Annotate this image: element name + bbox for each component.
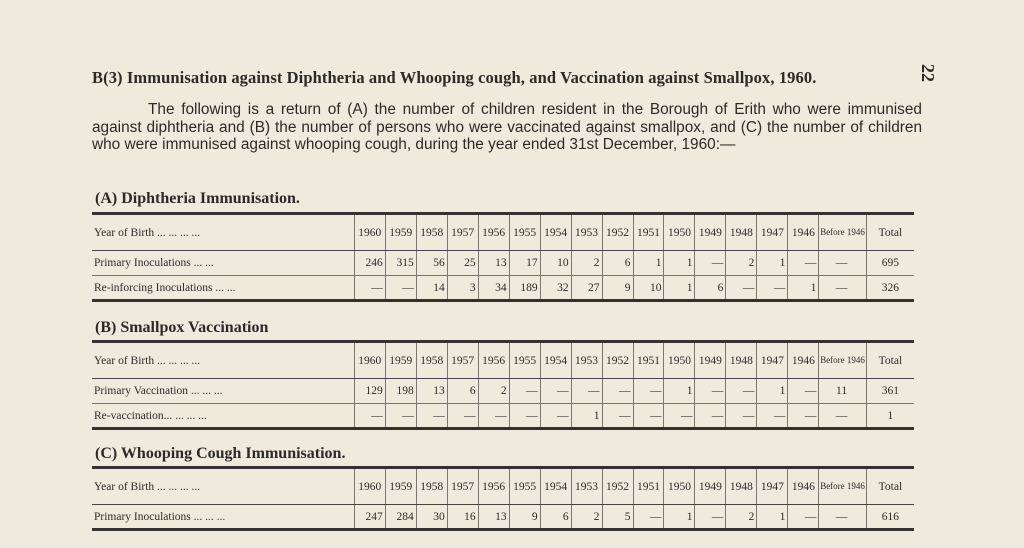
year-header: 1958 bbox=[416, 342, 447, 379]
table-cell: 17 bbox=[509, 251, 540, 276]
table-cell: 56 bbox=[416, 251, 447, 276]
before-1946-header: Before 1946 bbox=[819, 214, 867, 251]
row-label: Re-inforcing Inoculations ... ... bbox=[94, 281, 236, 294]
table-row bbox=[92, 379, 914, 404]
year-header: 1946 bbox=[788, 342, 819, 379]
year-header: 1957 bbox=[447, 342, 478, 379]
table-cell: 1 bbox=[757, 505, 788, 530]
table-cell: 189 bbox=[509, 276, 540, 301]
year-header: 1958 bbox=[416, 468, 447, 505]
table-cell: 1 bbox=[571, 404, 602, 429]
total-header: Total bbox=[866, 214, 914, 251]
year-header: 1948 bbox=[726, 214, 757, 251]
table-cell: — bbox=[819, 251, 867, 276]
year-header: 1953 bbox=[571, 468, 602, 505]
table-cell: — bbox=[819, 404, 867, 429]
table-cell: — bbox=[633, 505, 664, 530]
table-cell: — bbox=[602, 404, 633, 429]
table-cell: 16 bbox=[447, 505, 478, 530]
year-header: 1957 bbox=[447, 468, 478, 505]
section-a-title: (A) Diphtheria Immunisation. bbox=[95, 190, 300, 207]
section-c-title: (C) Whooping Cough Immunisation. bbox=[95, 445, 346, 462]
year-header: 1949 bbox=[695, 468, 726, 505]
year-header: 1955 bbox=[509, 214, 540, 251]
table-cell: — bbox=[726, 379, 757, 404]
table-cell: 9 bbox=[509, 505, 540, 530]
year-header: 1952 bbox=[602, 214, 633, 251]
table-cell: — bbox=[695, 505, 726, 530]
table-row bbox=[92, 404, 914, 429]
table-cell: — bbox=[819, 276, 867, 301]
table-cell: — bbox=[695, 251, 726, 276]
table-cell: — bbox=[447, 404, 478, 429]
year-header: 1954 bbox=[540, 468, 571, 505]
row-label: Re-vaccination... ... ... ... bbox=[94, 409, 207, 422]
header-row bbox=[92, 468, 914, 505]
row-total: 361 bbox=[866, 379, 914, 404]
table-cell: 13 bbox=[478, 251, 509, 276]
year-header: 1960 bbox=[354, 342, 385, 379]
year-header: 1950 bbox=[664, 214, 695, 251]
year-header: 1959 bbox=[385, 342, 416, 379]
year-header: 1958 bbox=[416, 214, 447, 251]
table-cell: — bbox=[633, 404, 664, 429]
table-cell: 246 bbox=[354, 251, 385, 276]
header-row bbox=[92, 214, 914, 251]
page-number: 22 bbox=[918, 64, 938, 82]
year-header: 1955 bbox=[509, 468, 540, 505]
year-header: 1952 bbox=[602, 468, 633, 505]
year-header: 1951 bbox=[633, 468, 664, 505]
table-cell: 1 bbox=[633, 251, 664, 276]
table-cell: 2 bbox=[571, 505, 602, 530]
table-row bbox=[92, 251, 914, 276]
year-header: 1956 bbox=[478, 468, 509, 505]
table-cell: 3 bbox=[447, 276, 478, 301]
row-total: 326 bbox=[866, 276, 914, 301]
table-cell: 1 bbox=[664, 505, 695, 530]
year-header: 1954 bbox=[540, 214, 571, 251]
year-header: 1946 bbox=[788, 468, 819, 505]
year-header: 1947 bbox=[757, 468, 788, 505]
year-header: 1959 bbox=[385, 214, 416, 251]
diphtheria-table bbox=[92, 212, 914, 302]
table-cell: 1 bbox=[757, 251, 788, 276]
table-cell: 1 bbox=[664, 251, 695, 276]
table-cell: 6 bbox=[447, 379, 478, 404]
table-cell: 13 bbox=[478, 505, 509, 530]
table-cell: 284 bbox=[385, 505, 416, 530]
table-cell: 6 bbox=[695, 276, 726, 301]
table-cell: 1 bbox=[664, 276, 695, 301]
table-cell: 1 bbox=[788, 276, 819, 301]
table-cell: — bbox=[695, 379, 726, 404]
table-cell: — bbox=[416, 404, 447, 429]
table-cell: 10 bbox=[633, 276, 664, 301]
year-header: 1949 bbox=[695, 342, 726, 379]
table-cell: — bbox=[354, 404, 385, 429]
table-cell: — bbox=[726, 404, 757, 429]
year-header: 1948 bbox=[726, 468, 757, 505]
year-header: 1953 bbox=[571, 342, 602, 379]
table-cell: — bbox=[788, 251, 819, 276]
year-of-birth-label: Year of Birth ... ... ... ... bbox=[92, 342, 354, 379]
table-cell: — bbox=[788, 505, 819, 530]
whooping-cough-table bbox=[92, 466, 914, 531]
table-cell: — bbox=[695, 404, 726, 429]
row-label: Primary Inoculations ... ... ... bbox=[94, 510, 226, 523]
table-cell: 14 bbox=[416, 276, 447, 301]
table-cell: 2 bbox=[571, 251, 602, 276]
table-row bbox=[92, 276, 914, 301]
year-header: 1955 bbox=[509, 342, 540, 379]
before-1946-header: Before 1946 bbox=[819, 342, 867, 379]
year-header: 1949 bbox=[695, 214, 726, 251]
table-cell: — bbox=[819, 505, 867, 530]
year-header: 1948 bbox=[726, 342, 757, 379]
smallpox-table bbox=[92, 340, 914, 430]
table-cell: — bbox=[633, 379, 664, 404]
table-cell: — bbox=[757, 276, 788, 301]
row-label: Primary Vaccination ... ... ... bbox=[92, 379, 354, 404]
total-header: Total bbox=[866, 468, 914, 505]
page-heading: B(3) Immunisation against Diphtheria and Whooping cough, and Vaccination against Smallpox, 1960. bbox=[92, 68, 817, 87]
table-cell: 129 bbox=[354, 379, 385, 404]
year-header: 1952 bbox=[602, 342, 633, 379]
year-of-birth-label: Year of Birth ... ... ... ... bbox=[92, 214, 354, 251]
table-cell: — bbox=[664, 404, 695, 429]
year-header: 1950 bbox=[664, 468, 695, 505]
year-header: 1959 bbox=[385, 468, 416, 505]
table-cell: — bbox=[788, 379, 819, 404]
table-cell: — bbox=[478, 404, 509, 429]
intro-paragraph: The following is a return of (A) the number of children resident in the Borough of Erith who were immunised against diphtheria and (B) the number of persons who were vaccinated against smallpox, and (C) the number of children who were immunised against whooping cough, during the year ended 31st December, 1960:— bbox=[92, 101, 922, 154]
table-cell: 10 bbox=[540, 251, 571, 276]
year-header: 1953 bbox=[571, 214, 602, 251]
row-total: 1 bbox=[866, 404, 914, 429]
table-cell: — bbox=[788, 404, 819, 429]
header-row bbox=[92, 342, 914, 379]
table-cell: 27 bbox=[571, 276, 602, 301]
table-cell: — bbox=[509, 379, 540, 404]
table-cell: — bbox=[385, 276, 416, 301]
table-cell: — bbox=[726, 276, 757, 301]
table-cell: — bbox=[385, 404, 416, 429]
table-cell: — bbox=[571, 379, 602, 404]
table-cell: — bbox=[354, 276, 385, 301]
table-row bbox=[92, 505, 914, 530]
section-b-title: (B) Smallpox Vaccination bbox=[95, 319, 269, 336]
year-header: 1956 bbox=[478, 342, 509, 379]
table-cell: 30 bbox=[416, 505, 447, 530]
row-label: Primary Inoculations ... ... bbox=[92, 251, 354, 276]
total-header: Total bbox=[866, 342, 914, 379]
table-cell: — bbox=[540, 404, 571, 429]
table-cell: 11 bbox=[819, 379, 867, 404]
year-header: 1951 bbox=[633, 342, 664, 379]
table-cell: — bbox=[757, 404, 788, 429]
table-cell: 247 bbox=[354, 505, 385, 530]
year-of-birth-label: Year of Birth ... ... ... ... bbox=[92, 468, 354, 505]
year-header: 1951 bbox=[633, 214, 664, 251]
table-cell: 13 bbox=[416, 379, 447, 404]
table-cell: — bbox=[602, 379, 633, 404]
table-cell: 34 bbox=[478, 276, 509, 301]
table-cell: 2 bbox=[726, 251, 757, 276]
year-header: 1956 bbox=[478, 214, 509, 251]
table-cell: 2 bbox=[478, 379, 509, 404]
row-total: 616 bbox=[866, 505, 914, 530]
year-header: 1947 bbox=[757, 342, 788, 379]
row-total: 695 bbox=[866, 251, 914, 276]
year-header: 1960 bbox=[354, 468, 385, 505]
table-cell: — bbox=[509, 404, 540, 429]
table-cell: 9 bbox=[602, 276, 633, 301]
year-header: 1947 bbox=[757, 214, 788, 251]
before-1946-header: Before 1946 bbox=[819, 468, 867, 505]
year-header: 1954 bbox=[540, 342, 571, 379]
table-cell: 5 bbox=[602, 505, 633, 530]
year-header: 1957 bbox=[447, 214, 478, 251]
table-cell: — bbox=[540, 379, 571, 404]
year-header: 1950 bbox=[664, 342, 695, 379]
table-cell: 1 bbox=[664, 379, 695, 404]
table-cell: 2 bbox=[726, 505, 757, 530]
table-cell: 1 bbox=[757, 379, 788, 404]
year-header: 1960 bbox=[354, 214, 385, 251]
table-cell: 32 bbox=[540, 276, 571, 301]
year-header: 1946 bbox=[788, 214, 819, 251]
table-cell: 198 bbox=[385, 379, 416, 404]
table-cell: 25 bbox=[447, 251, 478, 276]
table-cell: 315 bbox=[385, 251, 416, 276]
table-cell: 6 bbox=[540, 505, 571, 530]
table-cell: 6 bbox=[602, 251, 633, 276]
